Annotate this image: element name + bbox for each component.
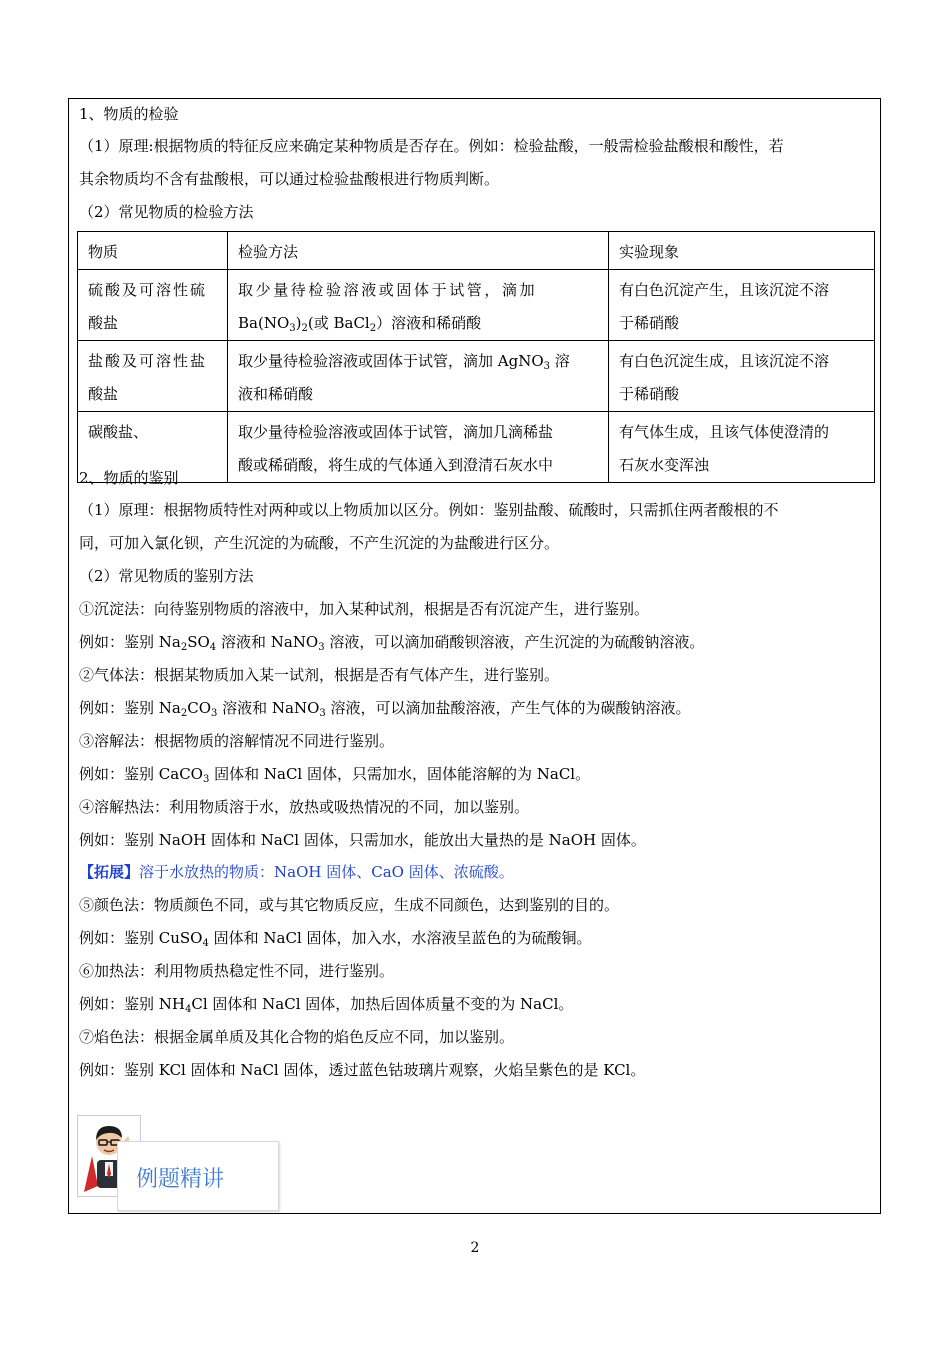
section2-principle-line2: 同，可加入氯化钡，产生沉淀的为硫酸，不产生沉淀的为盐酸进行区分。 bbox=[79, 534, 560, 552]
table-cell: 取少量待检验溶液或固体于试管，滴加 AgNO$_3$ 溶 液和稀硝酸 bbox=[228, 341, 609, 412]
extension-note: 【拓展】溶于水放热的物质：NaOH 固体、CaO 固体、浓硫酸。 bbox=[79, 863, 514, 881]
example-heat-of-solution: 例如：鉴别 NaOH 固体和 NaCl 固体，只需加水，能放出大量热的是 NaOH 固体。 bbox=[79, 831, 646, 849]
section2-principle-line1: （1）原理：根据物质特性对两种或以上物质加以区分。例如：鉴别盐酸、硫酸时，只需抓住两者酸根的不 bbox=[79, 501, 779, 519]
example-dissolution: 例如：鉴别 CaCO$_3$ 固体和 NaCl 固体，只需加水，固体能溶解的为 NaCl。 bbox=[79, 765, 591, 785]
section1-title: 1、物质的检验 bbox=[79, 105, 179, 123]
detection-table bbox=[77, 231, 875, 483]
section2-methods-heading: （2）常见物质的鉴别方法 bbox=[79, 567, 254, 585]
example-flame: 例如：鉴别 KCl 固体和 NaCl 固体，透过蓝色钴玻璃片观察，火焰呈紫色的是 KCl。 bbox=[79, 1061, 646, 1079]
table-cell: 碳酸盐、 bbox=[78, 412, 228, 483]
section1-principle-line2: 其余物质均不含有盐酸根，可以通过检验盐酸根进行物质判断。 bbox=[79, 170, 500, 188]
example-lecture-banner bbox=[117, 1141, 279, 1211]
table-header-row bbox=[78, 232, 875, 270]
table-cell: 有气体生成，且该气体使澄清的 石灰水变浑浊 bbox=[609, 412, 875, 483]
banner-label: 例题精讲 bbox=[136, 1167, 225, 1192]
table-cell: 硫酸及可溶性硫 酸盐 bbox=[78, 270, 228, 341]
example-gas: 例如：鉴别 $Na_2CO_3$ 溶液和 NaNO$_3$ 溶液，可以滴加盐酸溶液，产生气体的为碳酸钠溶液。 bbox=[79, 699, 691, 719]
method-heat-of-solution: ④溶解热法：利用物质溶于水，放热或吸热情况的不同，加以鉴别。 bbox=[79, 798, 530, 816]
table-row bbox=[78, 412, 875, 483]
table-row bbox=[78, 341, 875, 412]
table-cell: 有白色沉淀生成，且该沉淀不溶 于稀硝酸 bbox=[609, 341, 875, 412]
table-cell: 盐酸及可溶性盐 酸盐 bbox=[78, 341, 228, 412]
method-precipitation: ①沉淀法：向待鉴别物质的溶液中，加入某种试剂，根据是否有沉淀产生，进行鉴别。 bbox=[79, 600, 650, 618]
table-header: 物质 bbox=[78, 232, 228, 270]
method-dissolution: ③溶解法：根据物质的溶解情况不同进行鉴别。 bbox=[79, 732, 395, 750]
table-cell: 取少量待检验溶液或固体于试管，滴加 $Ba(NO_3)_2$(或 BaCl$_2$）溶液和稀硝酸 bbox=[228, 270, 609, 341]
table-cell: 有白色沉淀产生，且该沉淀不溶 于稀硝酸 bbox=[609, 270, 875, 341]
extension-label: 【拓展】 bbox=[79, 863, 140, 881]
section1-methods-heading: （2）常见物质的检验方法 bbox=[79, 203, 254, 221]
table-row bbox=[78, 270, 875, 341]
table-header: 实验现象 bbox=[609, 232, 875, 270]
table-header: 检验方法 bbox=[228, 232, 609, 270]
method-gas: ②气体法：根据某物质加入某一试剂，根据是否有气体产生，进行鉴别。 bbox=[79, 666, 560, 684]
example-color: 例如：鉴别 CuSO$_4$ 固体和 NaCl 固体，加入水，水溶液呈蓝色的为硫酸铜。 bbox=[79, 929, 592, 949]
example-heating: 例如：鉴别 $NH_4Cl$ 固体和 NaCl 固体，加热后固体质量不变的为 NaCl。 bbox=[79, 995, 574, 1015]
content-frame bbox=[68, 98, 881, 1214]
method-flame: ⑦焰色法：根据金属单质及其化合物的焰色反应不同，加以鉴别。 bbox=[79, 1028, 515, 1046]
method-heating: ⑥加热法：利用物质热稳定性不同，进行鉴别。 bbox=[79, 962, 395, 980]
section1-principle-line1: （1）原理:根据物质的特征反应来确定某种物质是否存在。例如：检验盐酸，一般需检验盐酸根和酸性，若 bbox=[79, 137, 784, 155]
section2-title: 2、物质的鉴别 bbox=[79, 469, 179, 487]
method-color: ⑤颜色法：物质颜色不同，或与其它物质反应，生成不同颜色，达到鉴别的目的。 bbox=[79, 896, 620, 914]
table-cell: 取少量待检验溶液或固体于试管，滴加几滴稀盐 酸或稀硝酸，将生成的气体通入到澄清石灰水中 bbox=[228, 412, 609, 483]
page-number: 2 bbox=[470, 1240, 480, 1256]
example-precipitation: 例如：鉴别 $Na_2SO_4$ 溶液和 NaNO$_3$ 溶液，可以滴加硝酸钡溶液，产生沉淀的为硫酸钠溶液。 bbox=[79, 633, 705, 653]
